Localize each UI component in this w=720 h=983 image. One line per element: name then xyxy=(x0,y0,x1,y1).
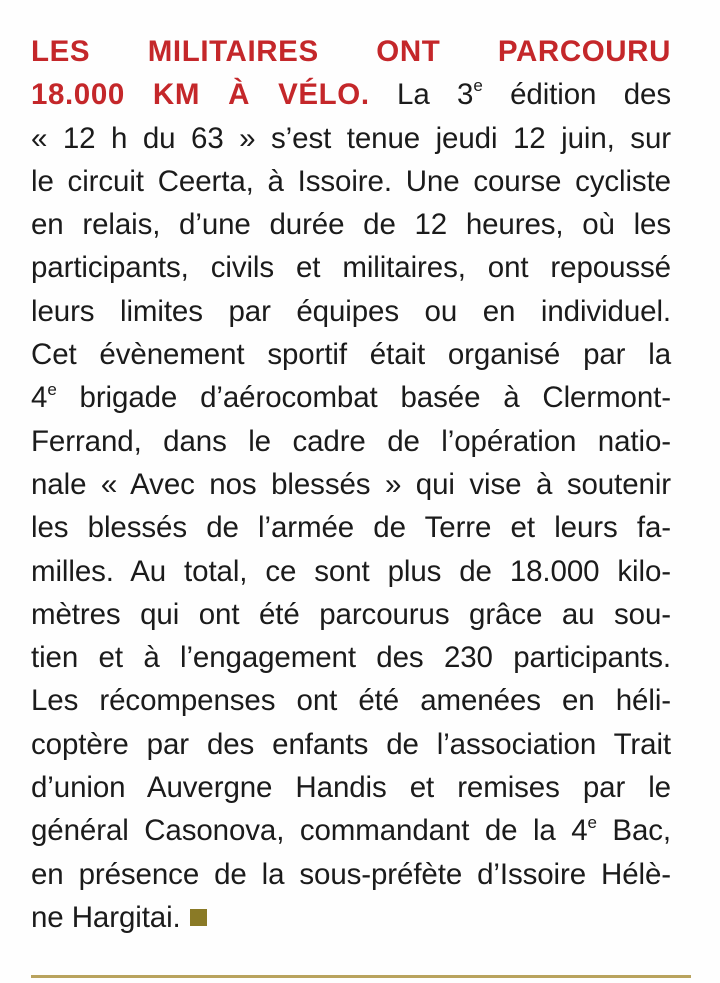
article-line-16: Les récompenses ont été amenées en héli- xyxy=(31,684,671,718)
article-line-17: coptère par des enfants de l’association Trait xyxy=(31,727,671,761)
article-text-9a: 4 xyxy=(31,381,48,415)
headline-line-1: LES MILITAIRES ONT PARCOURU xyxy=(31,35,671,68)
article-line-19 xyxy=(31,809,671,852)
article-line-9 xyxy=(31,376,671,419)
article-line-4: le circuit Ceerta, à Issoire. Une course cycliste xyxy=(31,164,671,198)
article-text-19a: général Casonova, commandant de la 4 xyxy=(31,814,588,848)
article-line-11: nale « Avec nos blessés » qui vise à soutenir xyxy=(31,467,671,501)
article-line-8: Cet évènement sportif était organisé par la xyxy=(31,338,671,372)
article-line-5: en relais, d’une durée de 12 heures, où les xyxy=(31,208,671,242)
article-line-7: leurs limites par équipes ou en individuel. xyxy=(31,294,671,328)
ordinal-superscript: e xyxy=(47,379,57,399)
article-line-20: en présence de la sous-préfète d’Issoire Hélè- xyxy=(31,857,671,891)
article-line-18: d’union Auvergne Handis et remises par le xyxy=(31,771,671,805)
article-text-21: ne Hargitai. xyxy=(31,900,181,934)
article-body xyxy=(31,30,671,939)
article-text-2b: édition des xyxy=(482,78,672,112)
article-text-9b: brigade d’aérocombat basée à Clermont- xyxy=(56,381,671,415)
article-line-13: milles. Au total, ce sont plus de 18.000 kilo- xyxy=(31,554,671,588)
bottom-divider xyxy=(31,975,691,978)
article-text-2a: La 3 xyxy=(397,78,474,112)
article-line-3: « 12 h du 63 » s’est tenue jeudi 12 juin, sur xyxy=(31,121,671,155)
article-line-15: tien et à l’engagement des 230 participants. xyxy=(31,641,671,675)
article-line-21 xyxy=(31,896,671,939)
article-line-10: Ferrand, dans le cadre de l’opération natio- xyxy=(31,424,671,458)
ordinal-superscript: e xyxy=(587,812,597,832)
ordinal-superscript: e xyxy=(473,76,483,96)
headline-line-2: 18.000 KM À VÉLO. xyxy=(31,78,370,112)
article-line-12: les blessés de l’armée de Terre et leurs fa- xyxy=(31,511,671,545)
article-line-14: mètres qui ont été parcourus grâce au sou- xyxy=(31,597,671,631)
end-of-article-square-icon xyxy=(190,909,207,926)
article-line-2 xyxy=(31,73,671,116)
article-text-19b: Bac, xyxy=(596,814,671,848)
article-line-6: participants, civils et militaires, ont repoussé xyxy=(31,251,671,285)
